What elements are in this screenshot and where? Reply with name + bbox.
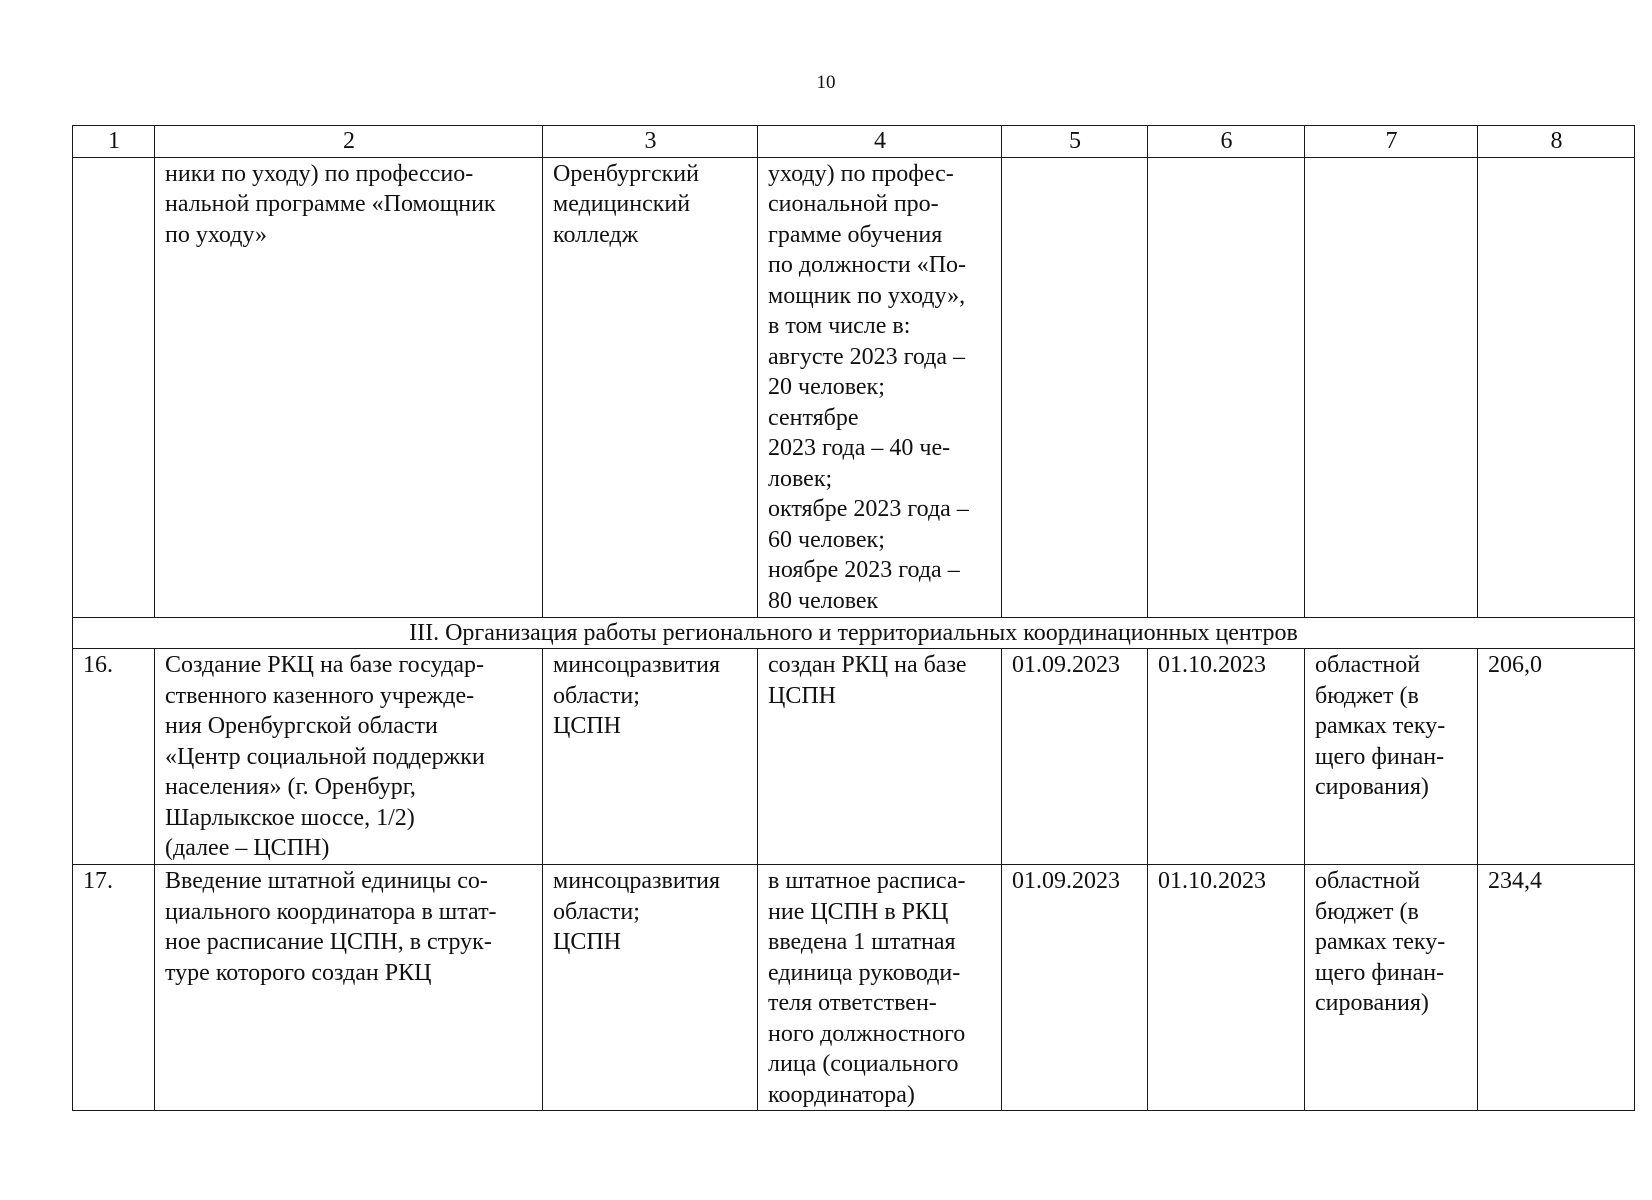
- end-date-cell: [1148, 157, 1305, 617]
- table-header-row: [73, 126, 1635, 158]
- result-cell: создан РКЦ на базе ЦСПН: [758, 649, 1002, 865]
- column-number-3: 3: [543, 126, 758, 158]
- amount-cell: 206,0: [1478, 649, 1635, 865]
- funding-source-cell: областной бюджет (в рамках теку- щего финан- сирования): [1305, 649, 1478, 865]
- column-number-5: 5: [1002, 126, 1148, 158]
- column-number-6: 6: [1148, 126, 1305, 158]
- row-number-cell: 17.: [73, 865, 155, 1111]
- funding-source-cell: областной бюджет (в рамках теку- щего финан- сирования): [1305, 865, 1478, 1111]
- activity-cell: Введение штатной единицы со- циального координатора в штат- ное расписание ЦСПН, в струк- туре которого создан РКЦ: [155, 865, 543, 1111]
- result-cell: в штатное расписа- ние ЦСПН в РКЦ введена 1 штатная единица руководи- теля ответствен- ного должностного лица (социального координатора): [758, 865, 1002, 1111]
- end-date-cell: 01.10.2023: [1148, 649, 1305, 865]
- start-date-cell: 01.09.2023: [1002, 649, 1148, 865]
- section-title: III. Организация работы регионального и территориальных координационных центров: [73, 617, 1635, 649]
- section-heading-row: [73, 617, 1635, 649]
- page-number: 10: [816, 72, 836, 93]
- column-number-1: 1: [73, 126, 155, 158]
- funding-source-cell: [1305, 157, 1478, 617]
- table-row: [73, 865, 1635, 1111]
- activity-cell: Создание РКЦ на базе государ- ственного казенного учрежде- ния Оренбургской области «Центр социальной поддержки населения» (г. Оренбург, Шарлыкское шоссе, 1/2) (далее – ЦСПН): [155, 649, 543, 865]
- column-number-2: 2: [155, 126, 543, 158]
- activity-cell: ники по уходу) по профессио- нальной программе «Помощник по уходу»: [155, 157, 543, 617]
- column-number-8: 8: [1478, 126, 1635, 158]
- end-date-cell: 01.10.2023: [1148, 865, 1305, 1111]
- start-date-cell: 01.09.2023: [1002, 865, 1148, 1111]
- column-number-7: 7: [1305, 126, 1478, 158]
- table-row-continuation: [73, 157, 1635, 617]
- row-number-cell: 16.: [73, 649, 155, 865]
- result-cell: уходу) по профес- сиональной про- грамме обучения по должности «По- мощник по уходу», в том числе в: августе 2023 года – 20 человек; сентябре 2023 года – 40 че- ловек; октябре 2023 года – 60 человек; ноябре 2023 года – 80 человек: [758, 157, 1002, 617]
- plan-table: [72, 125, 1635, 1111]
- column-number-4: 4: [758, 126, 1002, 158]
- amount-cell: 234,4: [1478, 865, 1635, 1111]
- amount-cell: [1478, 157, 1635, 617]
- table-row: [73, 649, 1635, 865]
- responsible-cell: минсоцразвития области; ЦСПН: [543, 649, 758, 865]
- responsible-cell: Оренбургский медицинский колледж: [543, 157, 758, 617]
- responsible-cell: минсоцразвития области; ЦСПН: [543, 865, 758, 1111]
- row-number-cell: [73, 157, 155, 617]
- start-date-cell: [1002, 157, 1148, 617]
